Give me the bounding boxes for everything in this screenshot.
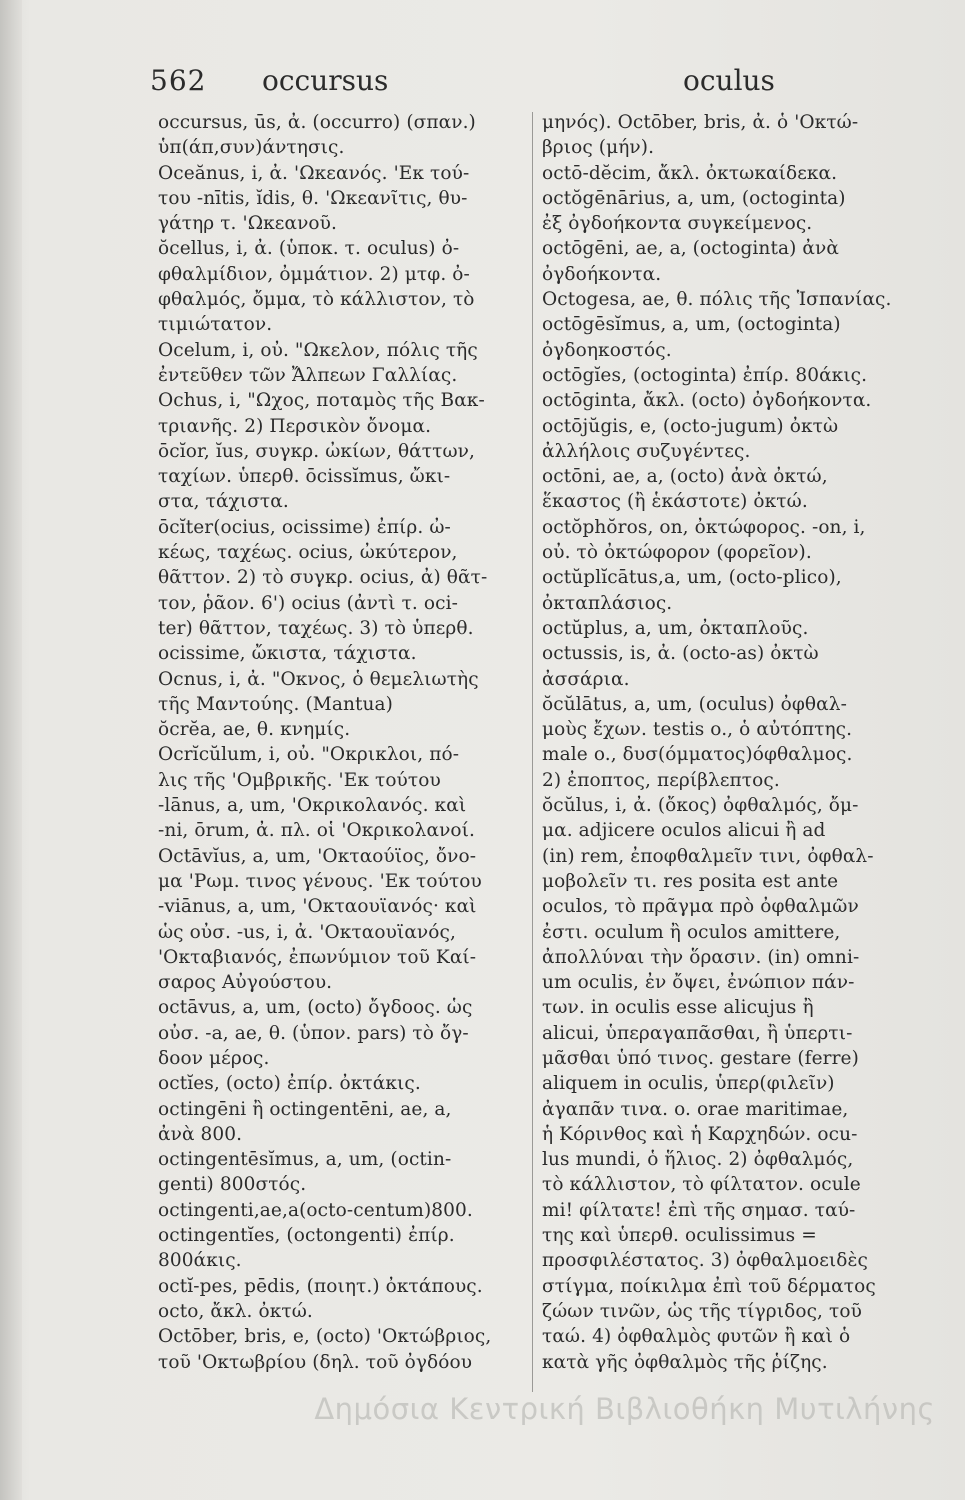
entry-line: octingentēsĭmus, a, um, (octin-: [158, 1149, 452, 1171]
entry-line: ἐστι. oculum ἢ oculos amittere,: [542, 921, 841, 943]
entry-line: θᾶττον. 2) τὸ συγκρ. ocius, ἀ) θᾶτ-: [158, 567, 488, 589]
entry-line: φθαλμός, ὄμμα, τὸ κάλλιστον, τὸ: [158, 289, 475, 311]
left-column: [158, 110, 526, 1440]
entry-line: ŏcellus, i, ἀ. (ὑποκ. τ. oculus) ὀ-: [158, 238, 460, 260]
entry-line: μα. adjicere oculos alicui ἢ ad: [542, 820, 826, 842]
entry-line: octĭ-pes, pēdis, (ποιητ.) ὀκτάπους.: [158, 1275, 483, 1297]
entry-line: μηνός). Octōber, bris, ἀ. ὁ 'Οκτώ-: [542, 112, 859, 133]
entry-line: ὑπ(άπ,συν)άντησις.: [158, 137, 345, 159]
right-column: [542, 110, 917, 1440]
entry-line: ἀπολλύναι τὴν ὅρασιν. (in) omni-: [542, 946, 860, 968]
entry-line: octōjŭgis, e, (octo-jugum) ὀκτὼ: [542, 415, 839, 437]
entry-line: Oceănus, i, ἀ. 'Ωκεανός. 'Εκ τού-: [158, 162, 470, 184]
entry-line: mi! φίλτατε! ἐπὶ τῆς σημασ. ταύ-: [542, 1199, 856, 1221]
entry-line: φθαλμίδιον, ὀμμάτιον. 2) μτφ. ὀ-: [158, 263, 470, 285]
entry-line: ἐντεῦθεν τῶν Ἄλπεων Γαλλίας.: [158, 364, 458, 386]
entry-line: τριανῆς. 2) Περσικὸν ὄνομα.: [158, 415, 432, 437]
entry-line: ὀκταπλάσιος.: [542, 592, 673, 614]
entry-line: um oculis, ἐν ὄψει, ἐνώπιον πάν-: [542, 972, 855, 994]
entry-line: octŭplĭcātus,a, um, (octo-plico),: [542, 567, 842, 589]
entry-line: genti) 800στός.: [158, 1174, 307, 1196]
entry-line: aliquem in oculis, ὑπερ(φιλεῖν): [542, 1073, 835, 1095]
entry-line: στίγμα, ποίκιλμα ἐπὶ τοῦ δέρματος: [542, 1275, 876, 1297]
entry-line: octŏphŏros, on, ὀκτώφορος. -on, i,: [542, 516, 866, 538]
right-guide-word: oculus: [683, 64, 775, 97]
entry-line: οὐσ. -a, ae, θ. (ὑπον. pars) τὸ ὄγ-: [158, 1022, 469, 1044]
entry-line: ἀσσάρια.: [542, 668, 630, 690]
entry-line: ter) θᾶττον, ταχέως. 3) τὸ ὑπερθ.: [158, 617, 474, 639]
entry-line: 800άκις.: [158, 1250, 242, 1272]
entry-line: octāvus, a, um, (octo) ὄγδοος. ὡς: [158, 997, 473, 1019]
entry-line: ἡ Κόρινθος καὶ ἡ Καρχηδών. ocu-: [542, 1123, 858, 1145]
entry-line: μᾶσθαι ὑπό τινος. gestare (ferre): [542, 1047, 859, 1069]
entry-line: octŭplus, a, um, ὀκταπλοῦς.: [542, 617, 809, 639]
entry-line: ἀγαπᾶν τινα. o. orae maritimae,: [542, 1098, 849, 1120]
entry-line: γάτηρ τ. 'Ωκεανοῦ.: [158, 213, 337, 235]
entry-line: octo, ἄκλ. ὀκτώ.: [158, 1300, 313, 1322]
entry-line: -lānus, a, um, 'Οκρικολανός. καὶ: [158, 795, 467, 817]
entry-line: octōginta, ἄκλ. (octo) ὀγδοήκοντα.: [542, 390, 872, 412]
entry-line: του -nītis, ĭdis, θ. 'Ωκεανῖτις, θυ-: [158, 187, 468, 209]
entry-line: ἀνὰ 800.: [158, 1123, 243, 1145]
entry-line: ὀγδοηκοστός.: [542, 339, 672, 361]
entry-line: Ocelum, i, οὐ. "Ωκελον, πόλις τῆς: [158, 339, 478, 361]
library-watermark: Δημόσια Κεντρική Βιβλιοθήκη Μυτιλήνης: [314, 1392, 935, 1426]
entry-line: oculos, τὸ πρᾶγμα πρὸ ὀφθαλμῶν: [542, 896, 859, 918]
entry-line: octingenti,ae,a(octo-centum)800.: [158, 1199, 473, 1221]
entry-line: ὡς οὐσ. -us, i, ἀ. 'Οκταουϊανός,: [158, 921, 456, 943]
entry-line: σαρος Αὐγούστου.: [158, 972, 333, 994]
entry-line: octussis, is, ἀ. (octo-as) ὀκτὼ: [542, 643, 819, 665]
entry-line: ταώ. 4) ὀφθαλμὸς φυτῶν ἢ καὶ ὁ: [542, 1326, 851, 1348]
entry-line: ἐξ ὀγδοήκοντα συγκείμενος.: [542, 213, 813, 235]
entry-line: Octogesa, ae, θ. πόλις τῆς Ἱσπανίας.: [542, 289, 892, 311]
entry-line: -ni, ōrum, ἀ. πλ. οἱ 'Οκρικολανοί.: [158, 820, 475, 842]
entry-line: ocissime, ὤκιστα, τάχιστα.: [158, 643, 417, 665]
entry-line: Ochus, i, "Ωχος, ποταμὸς τῆς Βακ-: [158, 390, 485, 412]
entry-line: βριος (μήν).: [542, 137, 655, 159]
binding-shadow: [0, 0, 22, 1500]
entry-line: (in) rem, ἐποφθαλμεῖν τινι, ὀφθαλ-: [542, 845, 874, 867]
entry-line: lus mundi, ὁ ἥλιος. 2) ὀφθαλμός,: [542, 1149, 854, 1171]
left-guide-word: occursus: [262, 64, 389, 97]
column-divider: [532, 112, 533, 1392]
entry-line: -viānus, a, um, 'Οκταουϊανός· καὶ: [158, 896, 477, 918]
entry-line: octĭes, (octo) ἐπίρ. ὀκτάκις.: [158, 1073, 421, 1095]
entry-line: ὀγδοήκοντα.: [542, 263, 662, 285]
entry-line: των. in oculis esse alicujus ἢ: [542, 997, 814, 1019]
entry-line: στα, τάχιστα.: [158, 491, 289, 513]
entry-line: μα 'Ρωμ. τινος γένους. 'Εκ τούτου: [158, 870, 482, 892]
entry-line: ōcĭor, ĭus, συγκρ. ὠκίων, θάττων,: [158, 440, 475, 462]
entry-line: ἀλλήλοις συζυγέντες.: [542, 440, 751, 462]
entry-line: octōgēsĭmus, a, um, (octoginta): [542, 314, 841, 336]
entry-line: Octōber, bris, e, (octo) 'Οκτώβριος,: [158, 1326, 492, 1348]
entry-line: δοον μέρος.: [158, 1047, 270, 1069]
entry-line: octingēni ἢ octingentēni, ae, a,: [158, 1098, 452, 1120]
entry-line: Ocrĭcŭlum, i, οὐ. "Οκρικλοι, πό-: [158, 744, 460, 766]
entry-line: octō-dĕcim, ἄκλ. ὀκτωκαίδεκα.: [542, 162, 838, 184]
entry-line: μοὺς ἔχων. testis o., ὁ αὐτόπτης.: [542, 719, 853, 741]
entry-line: μοβολεῖν τι. res posita est ante: [542, 870, 839, 892]
entry-line: προσφιλέστατος. 3) ὀφθαλμοειδὲς: [542, 1250, 869, 1272]
entry-line: τὸ κάλλιστον, τὸ φίλτατον. ocule: [542, 1174, 861, 1196]
entry-line: ŏcŭlātus, a, um, (oculus) ὀφθαλ-: [542, 693, 847, 715]
entry-line: τιμιώτατον.: [158, 314, 273, 336]
entry-line: ταχίων. ὑπερθ. ōcissĭmus, ὤκι-: [158, 466, 451, 488]
entry-line: οὐ. τὸ ὀκτώφορον (φορεῖον).: [542, 542, 812, 564]
entry-line: λις τῆς 'Ομβρικῆς. 'Εκ τούτου: [158, 769, 441, 791]
entry-line: κέως, ταχέως. ocius, ὠκύτερον,: [158, 542, 458, 564]
entry-line: occursus, ūs, ἀ. (occurro) (σπαν.): [158, 112, 476, 133]
entry-line: 'Οκταβιανός, ἐπωνύμιον τοῦ Καί-: [158, 946, 477, 968]
entry-line: alicui, ὑπεραγαπᾶσθαι, ἢ ὑπερτι-: [542, 1022, 853, 1044]
entry-line: octŏgēnārius, a, um, (octoginta): [542, 187, 846, 209]
entry-line: Ocnus, i, ἀ. "Οκνος, ὁ θεμελιωτὴς: [158, 668, 479, 690]
entry-line: κατὰ γῆς ὀφθαλμὸς τῆς ῥίζης.: [542, 1351, 828, 1373]
entry-line: τοῦ 'Οκτωβρίου (δηλ. τοῦ ὀγδόου: [158, 1351, 473, 1373]
entry-line: τῆς Μαντούης. (Mantua): [158, 693, 393, 715]
entry-line: male o., δυσ(όμματος)όφθαλμος.: [542, 744, 853, 766]
page-header: [0, 58, 965, 108]
entry-line: ōcĭter(ocius, ocissime) ἐπίρ. ὠ-: [158, 516, 451, 538]
entry-line: της καὶ ὑπερθ. oculissimus =: [542, 1225, 817, 1247]
entry-line: octōgĭes, (octoginta) ἐπίρ. 80άκις.: [542, 364, 868, 386]
entry-line: Octāvĭus, a, um, 'Οκταούϊος, ὄνο-: [158, 845, 477, 867]
entry-line: ŏcrĕa, ae, θ. κνημίς.: [158, 719, 351, 741]
entry-line: ζώων τινῶν, ὡς τῆς τίγριδος, τοῦ: [542, 1300, 862, 1322]
entry-line: octōni, ae, a, (octo) ἀνὰ ὀκτώ,: [542, 466, 828, 488]
entry-line: 2) ἐποπτος, περίβλεπτος.: [542, 769, 780, 791]
entry-line: octōgēni, ae, a, (octoginta) ἀνὰ: [542, 238, 839, 260]
page-number: 562: [150, 64, 207, 97]
entry-line: ŏcŭlus, i, ἀ. (ὄκος) ὀφθαλμός, ὄμ-: [542, 795, 859, 817]
entry-line: ἕκαστος (ἢ ἑκάστοτε) ὀκτώ.: [542, 491, 808, 513]
entry-line: octingentĭes, (octongenti) ἐπίρ.: [158, 1225, 455, 1247]
entry-line: τον, ῥᾶον. 6') ocius (ἀντὶ τ. oci-: [158, 592, 458, 614]
